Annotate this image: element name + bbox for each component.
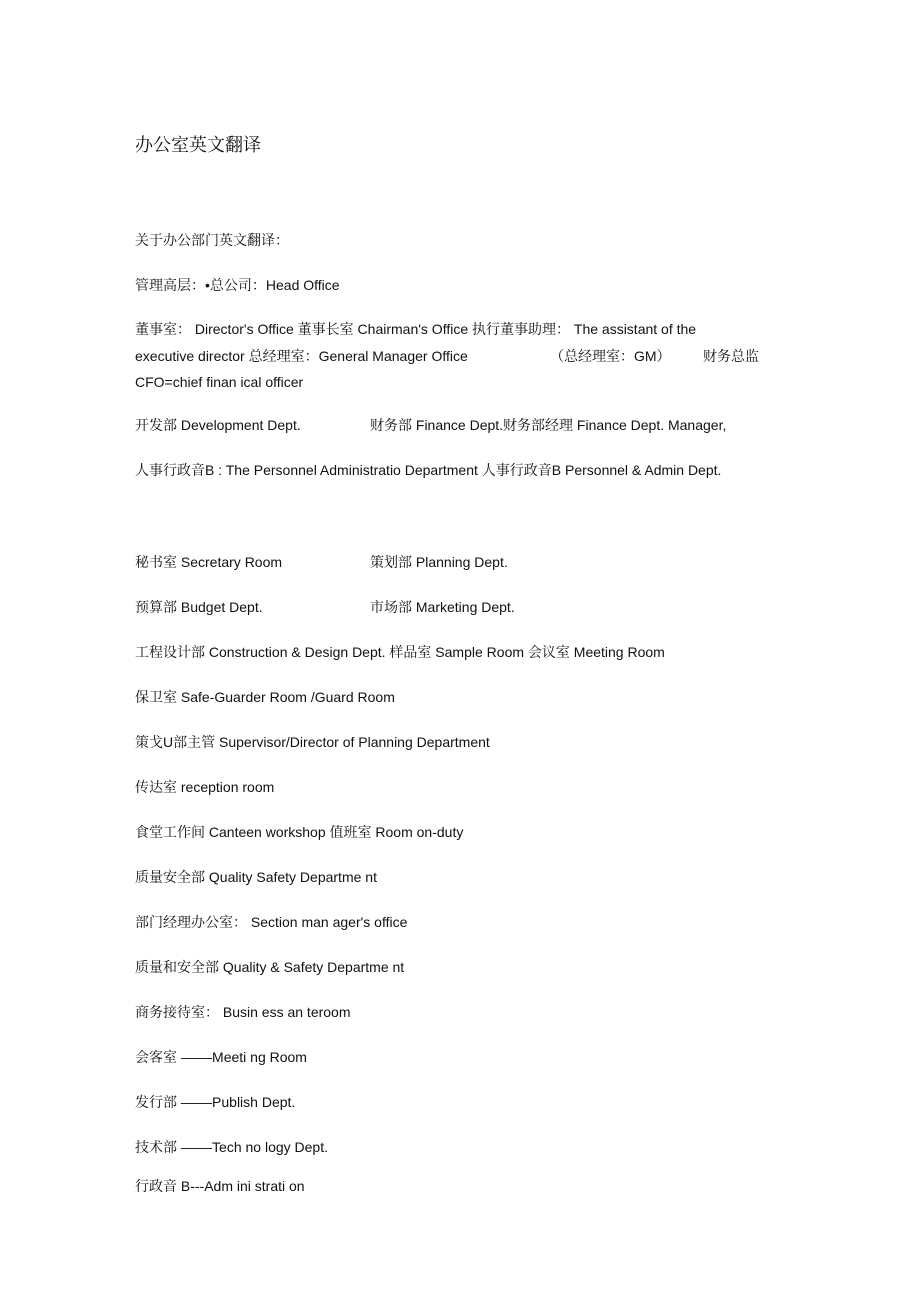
board-line-1: 董事室： Director's Office 董事长室 Chairman's Office 执行董事助理： The assistant of the: [135, 321, 697, 337]
board-line-3: CFO=chief finan ical officer: [135, 374, 304, 390]
reception-room: 传达室 reception room: [135, 779, 275, 795]
quality-safety-dept: 质量安全部 Quality Safety Departme nt: [135, 869, 377, 885]
board-paragraph: [135, 316, 775, 396]
business-anteroom: 商务接待室： Busin ess an teroom: [135, 1004, 351, 1020]
finance-dept: 财务部 Finance Dept.财务部经理 Finance Dept. Manager,: [370, 417, 727, 433]
management-line: 管理高层：•总公司：Head Office: [135, 277, 340, 293]
page-title: 办公室英文翻译: [135, 135, 261, 155]
technology-dept: 技术部 ––––Tech no logy Dept.: [135, 1139, 328, 1155]
publish-dept: 发行部 ––––Publish Dept.: [135, 1094, 296, 1110]
development-dept: 开发部 Development Dept.: [135, 417, 301, 433]
marketing-dept: 市场部 Marketing Dept.: [370, 599, 515, 615]
gm-note: （总经理室：GM）: [550, 347, 671, 364]
construction-line: 工程设计部 Construction & Design Dept. 样品室 Sample Room 会议室 Meeting Room: [135, 644, 665, 660]
canteen-line: 食堂工作间 Canteen workshop 值班室 Room on-duty: [135, 824, 464, 840]
administration-line: 行政音 B---Adm ini strati on: [135, 1178, 305, 1194]
intro-text: 关于办公部门英文翻译：: [135, 232, 289, 248]
supervisor-line: 策戈U部主管 Supervisor/Director of Planning Department: [135, 734, 490, 750]
quality-and-safety-dept: 质量和安全部 Quality & Safety Departme nt: [135, 959, 405, 975]
section-manager-office: 部门经理办公室： Section man ager's office: [135, 914, 408, 930]
planning-dept: 策划部 Planning Dept.: [370, 554, 508, 570]
secretary-room: 秘书室 Secretary Room: [135, 554, 283, 570]
guard-room: 保卫室 Safe-Guarder Room /Guard Room: [135, 689, 395, 705]
board-line-2: [135, 343, 775, 370]
meeting-room: 会客室 ––––Meeti ng Room: [135, 1049, 307, 1065]
personnel-line: 人事行政音B : The Personnel Administratio Department 人事行政音B Personnel & Admin Dept.: [135, 462, 722, 478]
board-line-2-text: executive director 总经理室：General Manager Office: [135, 347, 468, 364]
cfo-label: 财务总监: [703, 347, 759, 364]
budget-dept: 预算部 Budget Dept.: [135, 599, 263, 615]
